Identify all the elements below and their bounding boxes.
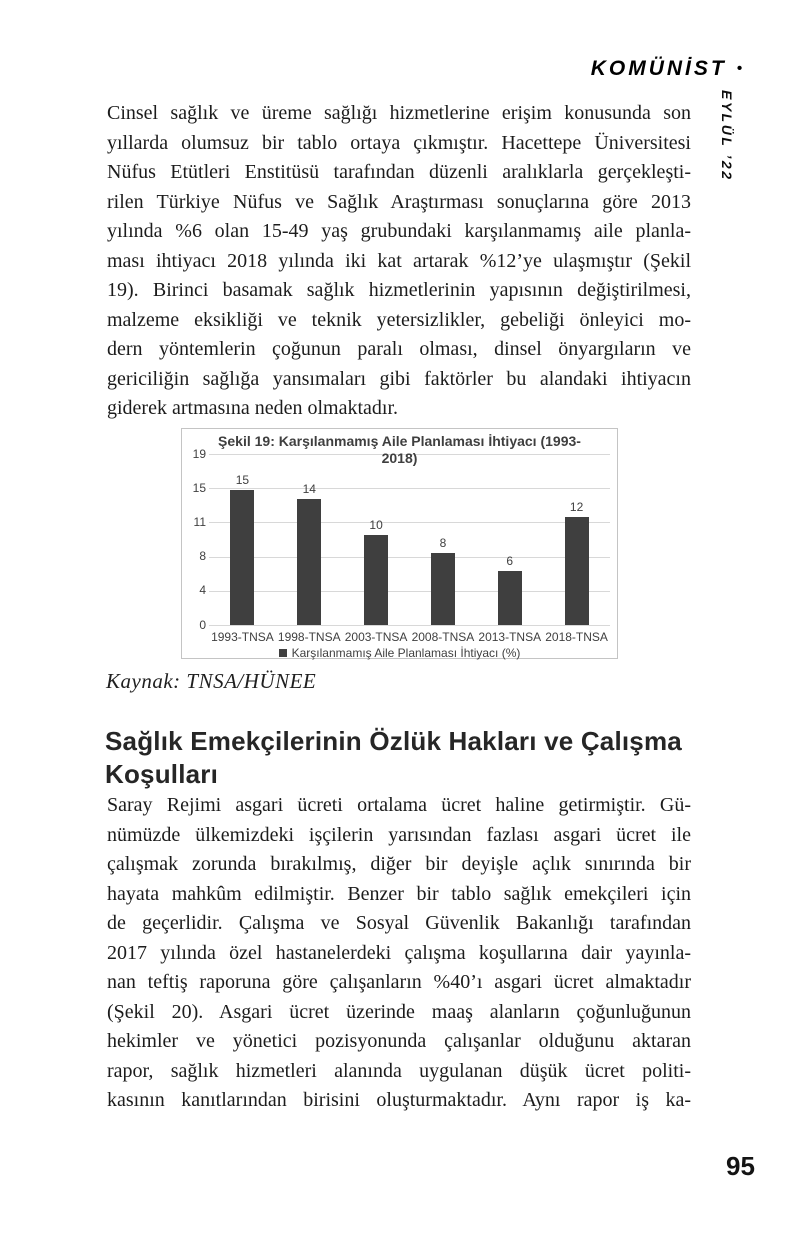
y-tick-label: 15	[192, 480, 206, 495]
paragraph-line: giderek artmasına neden olmaktadır.	[107, 397, 399, 419]
paragraph-line: nümüzde ülkemizdeki işçilerin yarısından fazlası asgari ücret ile	[107, 823, 691, 846]
paragraph-line: nan teftiş raporuna göre çalışanların %40’ı asgari ücret almaktadır	[107, 971, 691, 993]
figure-source: Kaynak: TNSA/HÜNEE	[106, 669, 317, 693]
paragraph-line: yılında %6 olan 15-49 yaş grubundaki karşılanmamış aile planla-	[107, 220, 691, 242]
section-heading-line: Koşulları	[105, 759, 219, 789]
bar-value-label: 15	[235, 473, 250, 487]
page-number: 95	[726, 1151, 755, 1181]
paragraph-line: dern yöntemlerin çoğunun paralı olması, dinsel önyargıların ve	[107, 338, 691, 360]
section-heading	[105, 725, 715, 791]
x-tick-label: 1993-TNSA	[211, 630, 274, 644]
gridline	[209, 522, 610, 523]
y-tick-label: 4	[199, 583, 206, 598]
gridline	[209, 625, 610, 626]
bar	[364, 535, 388, 625]
paragraph-line: Saray Rejimi asgari ücreti ortalama ücret haline getirmiştir. Gü-	[107, 794, 691, 816]
masthead-bullet-icon: •	[736, 59, 742, 77]
paragraph-2	[107, 791, 691, 1116]
bar-value-label: 6	[506, 554, 514, 568]
figure-19-chart	[181, 428, 618, 659]
bar	[230, 490, 254, 625]
x-tick-label: 1998-TNSA	[277, 630, 341, 644]
paragraph-line: (Şekil 20). Asgari ücret üzerinde maaş alanların çoğunluğunun	[107, 1000, 691, 1023]
paragraph-line: 19). Birinci basamak sağlık hizmetlerinin yapısının değiştirilmesi,	[107, 279, 691, 301]
paragraph-line: Cinsel sağlık ve üreme sağlığı hizmetlerine erişim konusunda son	[107, 102, 691, 124]
paragraph-1	[107, 99, 691, 424]
legend-label: Karşılanmamış Aile Planlaması İhtiyacı (%)	[291, 646, 521, 660]
paragraph-line: gericiliğin sağlığa yansımaları gibi faktörler bu alandaki ihtiyacın	[107, 367, 691, 390]
paragraph-line: ması ihtiyacı 2018 yılında iki kat artarak %12’ye ulaşmıştır (Şekil	[107, 249, 691, 272]
chart-title-line: 2018)	[381, 450, 418, 466]
legend-swatch-icon	[279, 649, 287, 657]
issue-label: EYLÜL ’22	[719, 90, 735, 182]
paragraph-line: çalışmak zorunda bırakılmış, diğer bir deyişle açlık sınırında bir	[107, 853, 691, 875]
bar-value-label: 14	[302, 482, 316, 496]
paragraph-line: de geçerlidir. Çalışma ve Sosyal Güvenlik Bakanlığı tarafından	[107, 912, 691, 934]
x-tick-label: 2008-TNSA	[411, 630, 475, 644]
chart-title-line: Şekil 19: Karşılanmamış Aile Planlaması İhtiyacı (1993-	[218, 433, 581, 449]
gridline	[209, 557, 610, 558]
y-tick-label: 19	[192, 446, 206, 461]
y-tick-label: 0	[199, 617, 206, 632]
paragraph-line: rilen Türkiye Nüfus ve Sağlık Araştırması sonuçlarına göre 2013	[107, 190, 691, 213]
bar-value-label: 8	[439, 536, 447, 550]
chart-title	[182, 433, 617, 467]
bar	[498, 571, 522, 625]
section-heading-line: Sağlık Emekçilerinin Özlük Hakları ve Çalışma	[105, 726, 682, 756]
paragraph-line: hayata mahkûm edilmiştir. Benzer bir tablo sağlık emekçileri için	[107, 882, 691, 905]
chart-legend	[182, 646, 617, 660]
bar-value-label: 12	[569, 500, 584, 514]
bar	[297, 499, 321, 625]
paragraph-line: yıllarda olumsuz bir tablo ortaya çıkmıştır. Hacettepe Üniversitesi	[107, 131, 691, 154]
paragraph-line: 2017 yılında özel hastanelerdeki çalışma koşullarına dair yayınla-	[107, 941, 691, 964]
x-tick-label: 2013-TNSA	[478, 630, 542, 644]
y-tick-label: 8	[199, 549, 206, 564]
paragraph-line: Nüfus Etütleri Enstitüsü tarafından düzenli aralıklarla gerçekleşti-	[107, 161, 691, 183]
x-tick-label: 2018-TNSA	[545, 630, 608, 644]
masthead-title: KOMÜNİST	[590, 57, 727, 80]
gridline	[209, 488, 610, 489]
gridline	[209, 591, 610, 592]
paragraph-line: rapor, sağlık hizmetleri alanında uygulanan düşük ücret politi-	[107, 1059, 691, 1082]
paragraph-line: hekimler ve yönetici pozisyonunda çalışanlar olduğunu aktaran	[107, 1030, 691, 1052]
x-tick-label: 2003-TNSA	[344, 630, 408, 644]
bar	[431, 553, 455, 625]
bar	[565, 517, 589, 625]
y-tick-label: 11	[193, 514, 206, 529]
masthead	[591, 57, 742, 81]
paragraph-line: malzeme eksikliği ve teknik yetersizlikler, gebeliği önleyici mo-	[107, 308, 691, 331]
paragraph-line: kasının kanıtlarından birisini oluşturmaktadır. Aynı rapor iş ka-	[107, 1089, 691, 1111]
bar-value-label: 10	[369, 518, 383, 532]
